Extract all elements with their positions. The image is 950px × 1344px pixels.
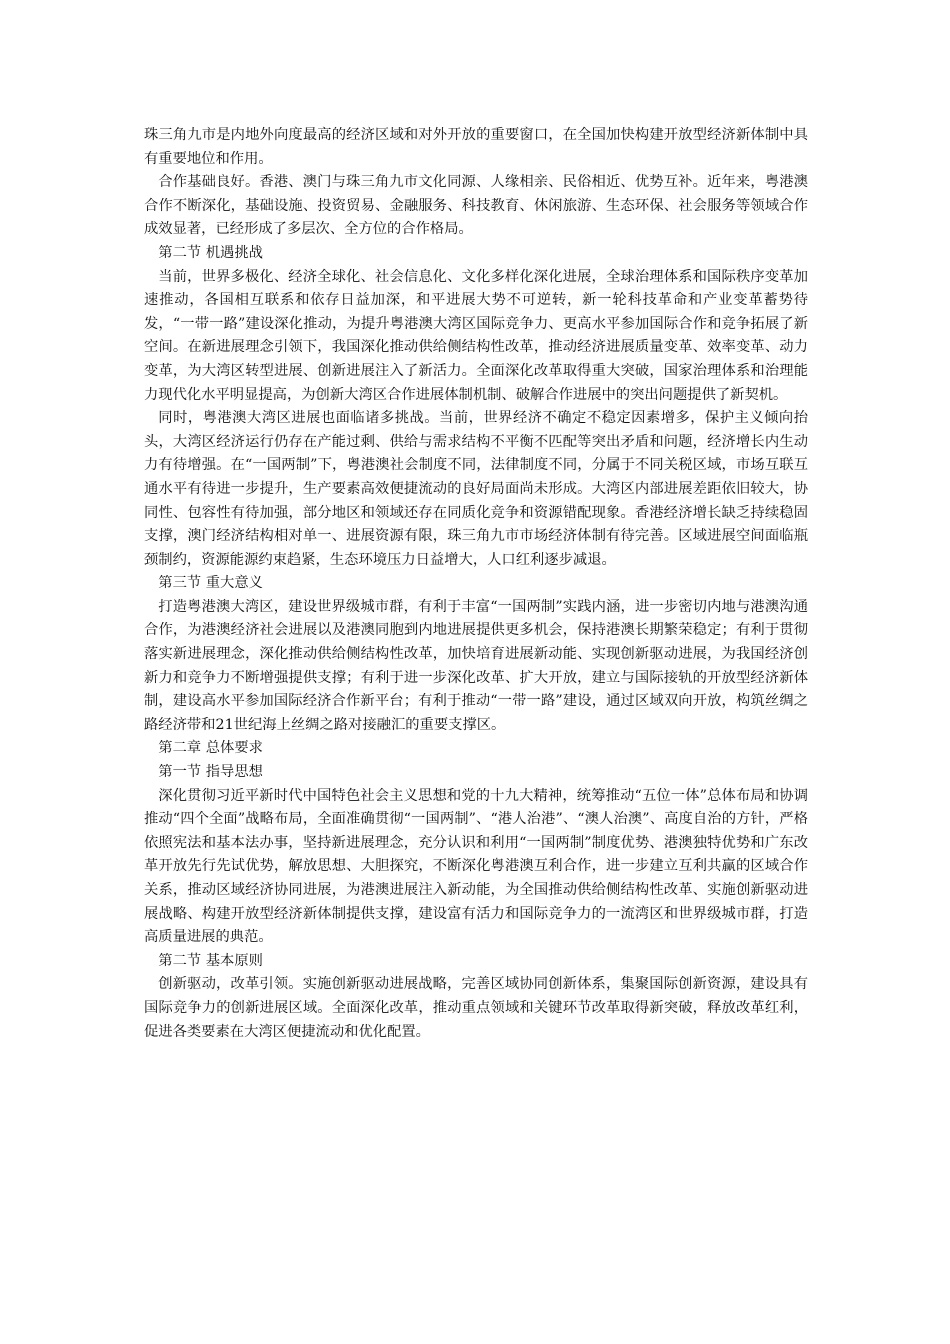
- chapter-heading: 第二章 总体要求: [158, 740, 263, 757]
- document-body: [144, 124, 808, 1044]
- paragraph: 创新驱动，改革引领。实施创新驱动进展战略，完善区域协同创新体系，集聚国际创新资源，建设具有国际竞争力的创新进展区域。全面深化改革，推动重点领域和关键环节改革取得新突破，释放改革红利，促进各类要素在大湾区便捷流动和优化配置。: [144, 976, 808, 1040]
- paragraph: 深化贯彻习近平新时代中国特色社会主义思想和党的十九大精神，统筹推动“五位一体”总体布局和协调推动“四个全面”战略布局，全面准确贯彻“一国两制”、“港人治港”、“澳人治澳”、高度自治的方针，严格依照宪法和基本法办事，坚持新进展理念，充分认识和利用“一国两制”制度优势、港澳独特优势和广东改革开放先行先试优势，解放思想、大胆探究，不断深化粤港澳互利合作，进一步建立互利共赢的区域合作关系，推动区域经济协同进展，为港澳进展注入新动能，为全国推动供给侧结构性改革、实施创新驱动进展战略、构建开放型经济新体制提供支撑，建设富有活力和国际竞争力的一流湾区和世界级城市群，打造高质量进展的典范。: [144, 787, 808, 946]
- section-heading: 第一节 指导思想: [158, 764, 263, 781]
- section-heading: 第二节 基本原则: [158, 952, 263, 969]
- paragraph: 打造粤港澳大湾区，建设世界级城市群，有利于丰富“一国两制”实践内涵，进一步密切内地与港澳沟通合作，为港澳经济社会进展以及港澳同胞到内地进展提供更多机会，保持港澳长期繁荣稳定；有利于贯彻落实新进展理念，深化推动供给侧结构性改革，加快培育进展新动能、实现创新驱动进展，为我国经济创新力和竞争力不断增强提供支撑；有利于进一步深化改革、扩大开放，建立与国际接轨的开放型经济新体制，建设高水平参加国际经济合作新平台；有利于推动“一带一路”建设，通过区域双向开放，构筑丝绸之路经济带和21世纪海上丝绸之路对接融汇的重要支撑区。: [144, 598, 808, 733]
- paragraph: 合作基础良好。香港、澳门与珠三角九市文化同源、人缘相亲、民俗相近、优势互补。近年来，粤港澳合作不断深化，基础设施、投资贸易、金融服务、科技教育、休闲旅游、生态环保、社会服务等领域合作成效显著，已经形成了多层次、全方位的合作格局。: [144, 174, 808, 238]
- section-heading: 第二节 机遇挑战: [158, 244, 263, 261]
- paragraph: 同时，粤港澳大湾区进展也面临诸多挑战。当前，世界经济不确定不稳定因素增多，保护主义倾向抬头，大湾区经济运行仍存在产能过剩、供给与需求结构不平衡不匹配等突出矛盾和问题，经济增长内生动力有待增强。在“一国两制”下，粤港澳社会制度不同，法律制度不同，分属于不同关税区域，市场互联互通水平有待进一步提升，生产要素高效便捷流动的良好局面尚未形成。大湾区内部进展差距依旧较大，协同性、包容性有待加强，部分地区和领域还存在同质化竞争和资源错配现象。香港经济增长缺乏持续稳固支撑，澳门经济结构相对单一、进展资源有限，珠三角九市市场经济体制有待完善。区域进展空间面临瓶颈制约，资源能源约束趋紧，生态环境压力日益增大，人口红利逐步减退。: [144, 410, 808, 568]
- paragraph: 当前，世界多极化、经济全球化、社会信息化、文化多样化深化进展，全球治理体系和国际秩序变革加速推动，各国相互联系和依存日益加深，和平进展大势不可逆转，新一轮科技革命和产业变革蓄势待发，“一带一路”建设深化推动，为提升粤港澳大湾区国际竞争力、更高水平参加国际合作和竞争拓展了新空间。在新进展理念引领下，我国深化推动供给侧结构性改革，推动经济进展质量变革、效率变革、动力变革，为大湾区转型进展、创新进展注入了新活力。全面深化改革取得重大突破，国家治理体系和治理能力现代化水平明显提高，为创新大湾区合作进展体制机制、破解合作进展中的突出问题提供了新契机。: [144, 268, 808, 403]
- paragraph: 珠三角九市是内地外向度最高的经济区域和对外开放的重要窗口，在全国加快构建开放型经济新体制中具有重要地位和作用。: [144, 127, 808, 167]
- section-heading: 第三节 重大意义: [158, 575, 263, 592]
